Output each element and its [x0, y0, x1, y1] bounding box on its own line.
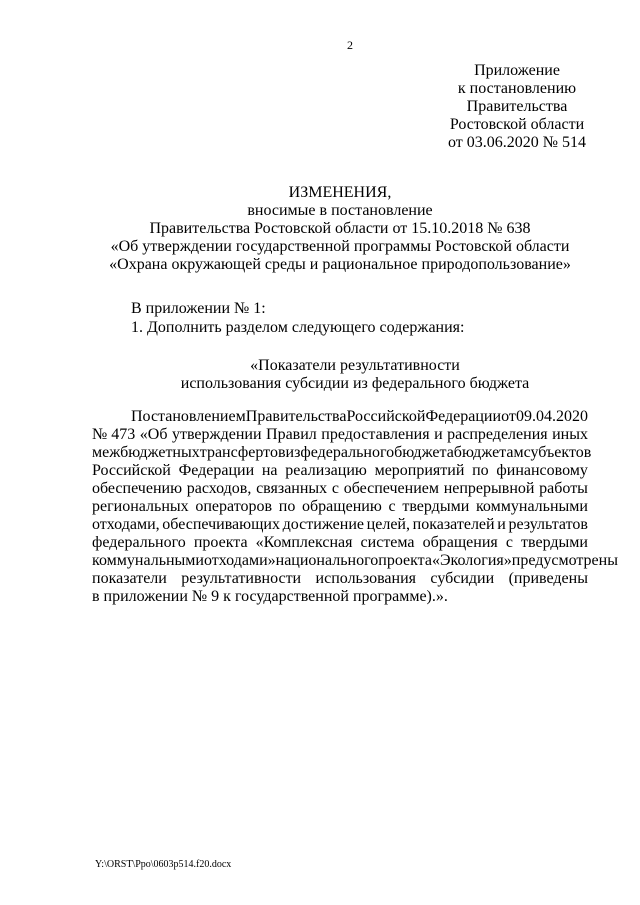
body-line: [92, 498, 588, 516]
body-word: Российской: [92, 462, 171, 479]
body-word: федерального: [300, 444, 395, 461]
body-line: [92, 426, 588, 444]
body-paragraph: [92, 408, 618, 606]
body-word: реализацию: [285, 462, 367, 479]
body-word: федерального: [92, 534, 186, 551]
body-line: [92, 534, 588, 552]
body-line: [92, 462, 588, 480]
body-word: целей,: [366, 516, 410, 533]
body-word: по: [472, 462, 489, 479]
body-word: на: [261, 462, 278, 479]
file-path-footer: Y:\ORST\Ppo\0603p514.f20.docx: [95, 859, 232, 870]
body-word: и: [497, 516, 506, 533]
body-word: предусмотрены: [511, 552, 618, 569]
body-word: субъектов: [523, 444, 592, 461]
body-word: Российской: [346, 408, 426, 425]
title-line: «Об утверждении государственной программы Ростовской области: [110, 238, 570, 255]
document-title: [90, 184, 590, 274]
page-number: 2: [347, 38, 353, 52]
body-word: «Экология»: [431, 552, 512, 569]
body-line: [92, 516, 588, 534]
body-line: [92, 570, 588, 588]
body-word: показатели: [92, 570, 167, 587]
appendix-line: Приложение: [474, 62, 560, 79]
body-word: по: [278, 498, 296, 515]
body-word: Федерации: [178, 462, 255, 479]
title-line: «Охрана окружающей среды и рациональное природопользование»: [109, 256, 571, 273]
body-word: достижение: [282, 516, 365, 533]
body-line: [92, 588, 588, 606]
body-word: Федерации: [425, 408, 502, 425]
body-word: «Комплексная: [255, 534, 353, 551]
body-word: отходами»: [204, 552, 276, 569]
body-word: обеспечению: [92, 480, 183, 497]
title-line: ИЗМЕНЕНИЯ,: [288, 184, 392, 201]
appendix-header: [442, 62, 592, 152]
body-word: обеспечивающих: [162, 516, 280, 533]
body-word: № 473: [92, 426, 136, 443]
body-word: из: [285, 444, 301, 461]
appendix-line: Правительства: [466, 98, 568, 115]
body-word: от: [501, 408, 516, 425]
body-word: Постановлением: [131, 408, 246, 425]
body-word: проекта: [193, 534, 248, 551]
body-word: «Об: [139, 426, 168, 443]
body-word: результативности: [181, 570, 302, 587]
body-word: 09.04.2020: [515, 408, 588, 425]
intro-line: 1. Дополнить разделом следующего содержания:: [131, 319, 465, 336]
body-word: непрерывной: [443, 480, 535, 497]
body-word: связанных: [256, 480, 328, 497]
body-word: трансфертов: [199, 444, 286, 461]
body-line: [92, 480, 588, 498]
body-word: и: [434, 426, 443, 443]
body-word: обеспечением: [343, 480, 439, 497]
body-word: межбюджетных: [92, 444, 200, 461]
body-line: [92, 552, 618, 570]
body-word: предоставления: [321, 426, 430, 443]
title-line: Правительства Ростовской области от 15.10.2018 № 638: [149, 220, 531, 237]
title-line: вносимые в постановление: [247, 202, 433, 219]
body-word: проекта: [378, 552, 432, 569]
body-word: распределения: [447, 426, 548, 443]
section-heading-line: «Показатели результативности: [250, 357, 460, 374]
body-word: национального: [275, 552, 379, 569]
body-word: мероприятий: [374, 462, 465, 479]
body-word: операторов: [195, 498, 273, 515]
body-word: с: [331, 480, 339, 497]
section-heading: [90, 357, 620, 393]
appendix-line: к постановлению: [457, 80, 577, 97]
body-word: субсидии: [430, 570, 495, 587]
body-word: утверждении: [171, 426, 262, 443]
body-word: работы: [539, 480, 588, 497]
body-word: (приведены: [508, 570, 588, 587]
body-word: коммунальными: [475, 498, 588, 515]
body-word: иных: [552, 426, 588, 443]
body-word: расходов,: [186, 480, 252, 497]
appendix-line: Ростовской области: [449, 116, 585, 133]
body-word: показателей: [412, 516, 495, 533]
body-line: [92, 408, 588, 426]
body-word: обращению: [302, 498, 382, 515]
intro-line: В приложении № 1:: [131, 300, 266, 317]
body-word: твердыми: [402, 498, 470, 515]
body-word: Правительства: [245, 408, 347, 425]
body-word: финансовому: [496, 462, 588, 479]
body-word: обращения: [422, 534, 498, 551]
body-word: бюджетам: [453, 444, 524, 461]
body-word: система: [360, 534, 415, 551]
body-line: [92, 444, 592, 462]
body-word: результатов: [508, 516, 588, 533]
body-word: Правил: [266, 426, 317, 443]
body-word: с: [388, 498, 396, 515]
body-word: использования: [315, 570, 416, 587]
body-word: региональных: [92, 498, 189, 515]
body-word: твердыми: [521, 534, 588, 551]
body-word: с: [505, 534, 513, 551]
section-heading-line: использования субсидии из федерального бюджета: [180, 375, 530, 392]
body-word: коммунальными: [92, 552, 204, 569]
body-word: отходами,: [92, 516, 160, 533]
appendix-line: от 03.06.2020 № 514: [447, 134, 587, 151]
body-word: в приложении № 9 к государственной программе).».: [92, 588, 448, 605]
body-word: бюджета: [394, 444, 454, 461]
